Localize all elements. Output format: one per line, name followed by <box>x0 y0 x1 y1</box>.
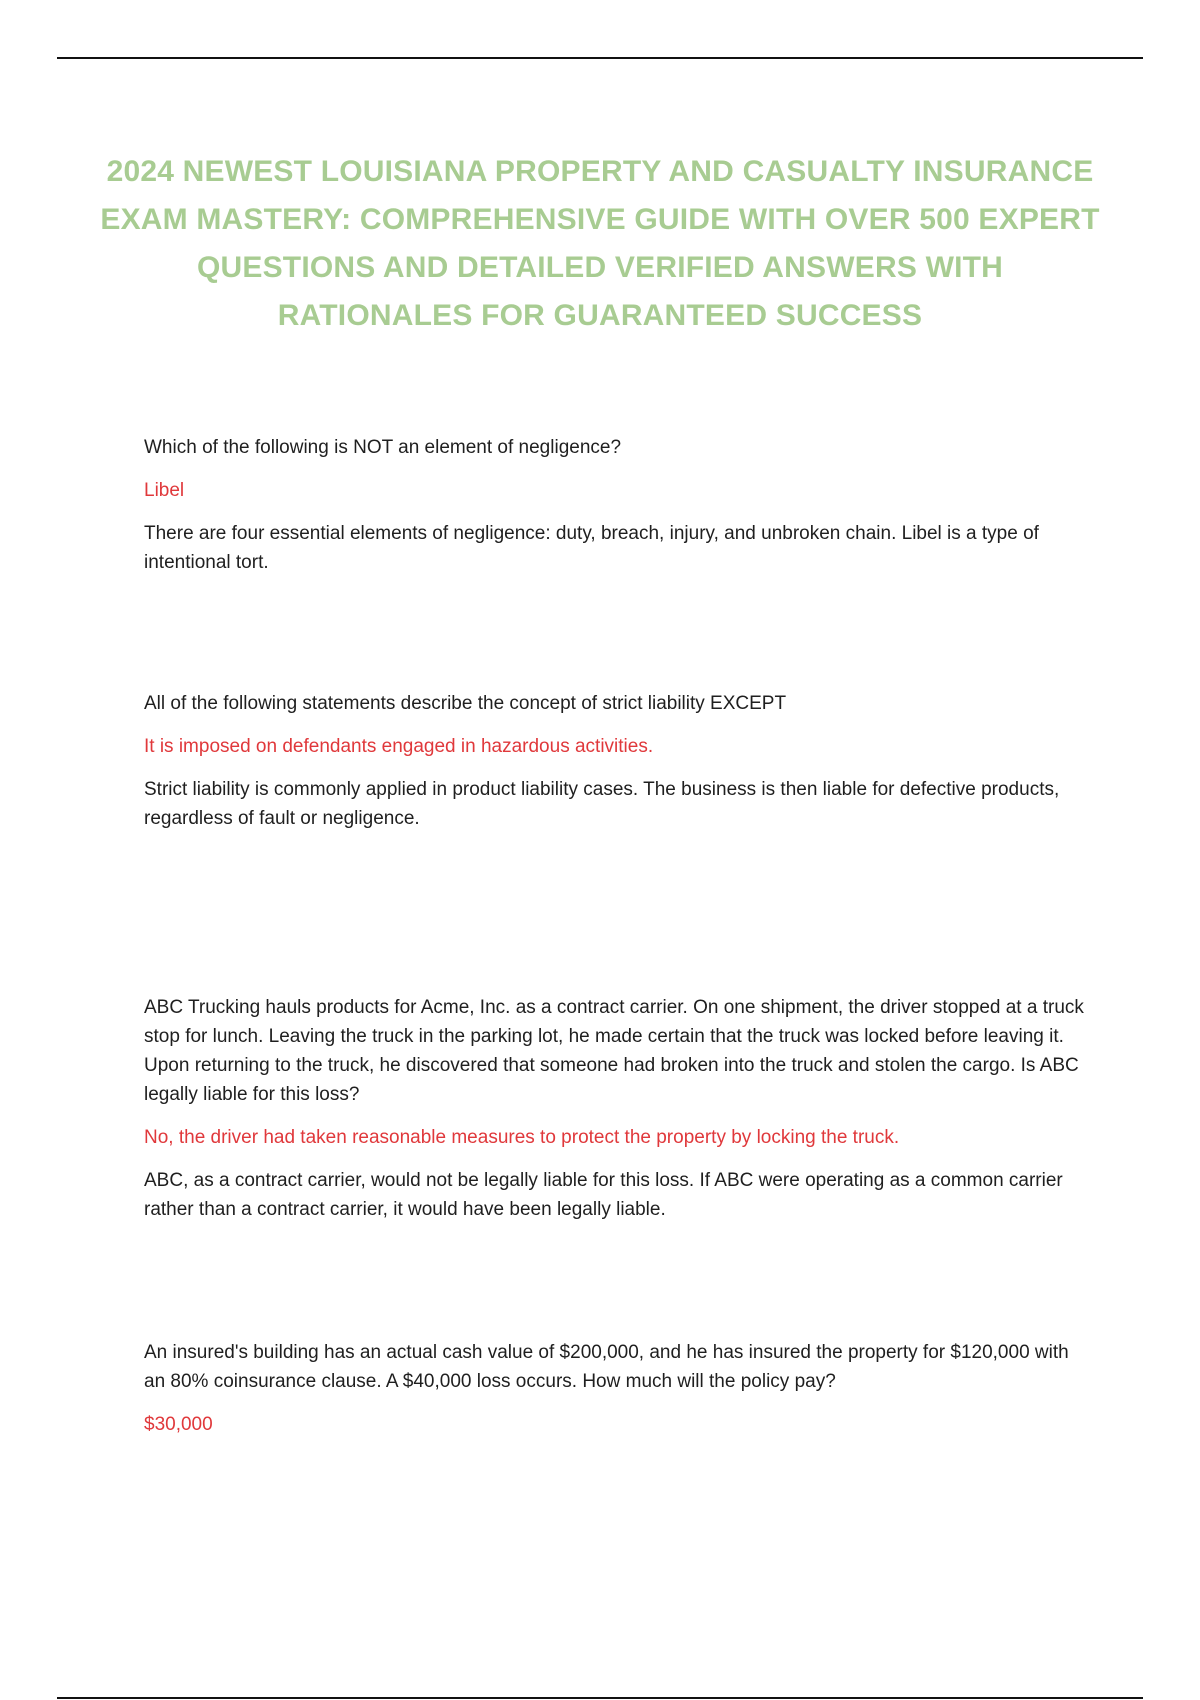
rationale-text: ABC, as a contract carrier, would not be legally liable for this loss. If ABC were operating as a common carrier rather than a contract carrier, it would have been legally liable. <box>144 1170 1063 1220</box>
answer-text: Libel <box>144 480 185 501</box>
answer-text: It is imposed on defendants engaged in hazardous activities. <box>144 736 654 757</box>
qa-item-3 <box>144 993 1089 1224</box>
bottom-rule <box>57 1697 1143 1699</box>
question-text: All of the following statements describe the concept of strict liability EXCEPT <box>144 693 787 714</box>
answer-text: No, the driver had taken reasonable measures to protect the property by locking the truck. <box>144 1127 900 1148</box>
qa-item-1 <box>144 433 1089 577</box>
rationale-text: There are four essential elements of negligence: duty, breach, injury, and unbroken chain. Libel is a type of intentional tort. <box>144 523 1039 573</box>
rationale-text: Strict liability is commonly applied in product liability cases. The business is then liable for defective products, regardless of fault or negligence. <box>144 779 1060 829</box>
question-text: An insured's building has an actual cash value of $200,000, and he has insured the property for $120,000 with an 80% coinsurance clause. A $40,000 loss occurs. How much will the policy pay? <box>144 1342 1069 1392</box>
question-text: ABC Trucking hauls products for Acme, Inc. as a contract carrier. On one shipment, the driver stopped at a truck stop for lunch. Leaving the truck in the parking lot, he made certain that the truck was locked before leaving it. Upon returning to the truck, he discovered that someone had broken into the truck and stolen the cargo. Is ABC legally liable for this loss? <box>144 997 1084 1105</box>
answer-text: $30,000 <box>144 1414 213 1435</box>
qa-item-2 <box>144 689 1089 833</box>
document-title: 2024 NEWEST LOUISIANA PROPERTY AND CASUALTY INSURANCE EXAM MASTERY: COMPREHENSIVE GUIDE WITH OVER 500 EXPERT QUESTIONS AND DETAILED VERIFIED ANSWERS WITH RATIONALES FOR GUARANTEED SUCCESS <box>100 155 1100 332</box>
question-text: Which of the following is NOT an element of negligence? <box>144 437 622 458</box>
top-rule <box>57 57 1143 59</box>
qa-item-4 <box>144 1338 1089 1439</box>
